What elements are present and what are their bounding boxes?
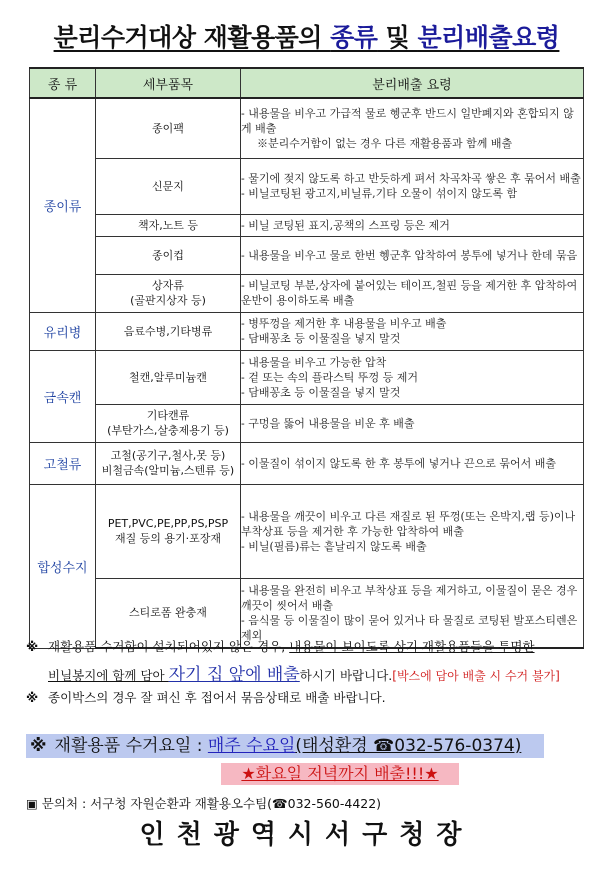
method-line: - 담배꽁초 등 이물질을 넣지 말것: [241, 385, 401, 399]
note1-c: 비닐봉지에 함께 담아: [48, 668, 169, 683]
method-cell: [241, 98, 584, 158]
method-line: - 내용물을 깨끗이 비우고 다른 재질로 된 뚜껑(또는 은박지,랩 등)이나 부착상표 등을 제거한 후 가능한 압착하여 배출: [241, 509, 576, 538]
method-line: - 물기에 젖지 않도록 하고 반듯하게 펴서 차곡차곡 쌓은 후 묶어서 배출: [241, 172, 581, 185]
note1-b: 내용물이 보이도록 상기 재활용품들을 투명한: [289, 639, 535, 654]
method-line: - 담배꽁초 등 이물질을 넣지 말것: [241, 332, 401, 345]
title-part2: 종류: [330, 23, 378, 52]
table-header-row: [30, 68, 584, 98]
header-category: 종 류: [30, 68, 96, 98]
method-cell: [241, 404, 584, 442]
table-row: [30, 274, 584, 312]
contact-line: [26, 794, 381, 812]
item-cell: 상자류 (골판지상자 등): [96, 274, 241, 312]
method-cell: [241, 236, 584, 274]
item-cell: PET,PVC,PE,PP,PS,PSP 재질 등의 용기·포장재: [96, 484, 241, 578]
item-cell: 책자,노트 등: [96, 214, 241, 236]
item-cell: 고철(공기구,철사,못 등) 비철금속(알미늄,스텐류 등): [96, 442, 241, 484]
item-cell: 기타캔류 (부탄가스,살충제용기 등): [96, 404, 241, 442]
page-title: [0, 18, 613, 54]
method-line: - 병뚜껑을 제거한 후 내용물을 비우고 배출: [241, 317, 447, 330]
table-row: [30, 158, 584, 214]
method-line: - 음식물 등 이물질이 많이 묻어 있거나 타 물질로 코팅된 발포스티렌은 제외: [241, 613, 578, 642]
method-line: - 내용물을 비우고 물로 한번 헹군후 압착하여 봉투에 넣거나 한데 묶음: [241, 248, 578, 262]
table-row: [30, 442, 584, 484]
method-line: - 비닐(필름)류는 흩날리지 않도록 배출: [241, 539, 427, 553]
recycling-table: [29, 67, 584, 649]
method-line: - 비닐 코팅된 표지,공책의 스프링 등은 제거: [241, 218, 450, 232]
category-cell: 유리병: [30, 312, 96, 350]
table-row: [30, 236, 584, 274]
method-cell: [241, 484, 584, 578]
collection-company: (태성환경 ☎032-576-0374): [295, 736, 522, 756]
title-part3: 및: [377, 23, 418, 52]
title-part1: 분리수거대상 재활용품의: [53, 23, 331, 52]
table-row: [30, 404, 584, 442]
header-item: 세부품목: [96, 68, 241, 98]
method-cell: [241, 158, 584, 214]
item-cell: 음료수병,기타병류: [96, 312, 241, 350]
collection-day: 매주 수요일: [207, 736, 296, 756]
category-cell: 금속캔: [30, 350, 96, 442]
note-2: [26, 688, 386, 706]
table-row: [30, 350, 584, 404]
collection-day-box: [26, 734, 544, 758]
method-line: - 비닐코팅된 광고지,비닐류,기타 오물이 섞이지 않도록 함: [241, 187, 518, 200]
method-line: - 이물질이 섞이지 않도록 한 후 봉투에 넣거나 끈으로 묶어서 배출: [241, 456, 556, 470]
method-line: - 내용물을 비우고 가능한 압착: [241, 355, 387, 369]
collection-label: 재활용품 수거요일 :: [54, 736, 208, 756]
note-1-line-1: [26, 637, 535, 655]
category-cell: 종이류: [30, 98, 96, 312]
item-cell: 신문지: [96, 158, 241, 214]
method-cell: [241, 442, 584, 484]
header-method: 분리배출 요령: [241, 68, 584, 98]
method-cell: [241, 214, 584, 236]
note1-f: [박스에 담아 배출 시 수거 불가]: [392, 669, 560, 683]
item-cell: 종이팩: [96, 98, 241, 158]
method-line: - 비닐코팅 부분,상자에 붙어있는 테이프,철핀 등을 제거한 후 압착하여 운반이 용이하도록 배출: [241, 279, 578, 307]
contact-text: 문의처 : 서구청 자원순환과 재활용오수팀(☎032-560-4422): [41, 796, 382, 811]
method-line: - 내용물을 완전히 비우고 부착상표 등을 제거하고, 이물질이 묻은 경우 깨끗이 씻어서 배출: [241, 583, 578, 612]
table-row: [30, 484, 584, 578]
category-cell: 합성수지: [30, 484, 96, 648]
note2-text: 종이박스의 경우 잘 펴신 후 접어서 묶음상태로 배출 바랍니다.: [48, 690, 386, 705]
method-line: - 구멍을 뚫어 내용물을 비운 후 배출: [241, 416, 415, 430]
note1-a: 재활용품 수거함이 설치되어있지 않은 경우,: [48, 639, 290, 654]
item-cell: 철캔,알루미늄캔: [96, 350, 241, 404]
note-symbol: ※: [26, 690, 39, 705]
item-cell: 스티로폼 완충재: [96, 578, 241, 648]
contact-symbol: ▣: [26, 796, 38, 811]
method-cell: [241, 312, 584, 350]
tuesday-notice: ★화요일 저녁까지 배출!!!★: [221, 763, 459, 785]
table-row: [30, 98, 584, 158]
category-cell: 고철류: [30, 442, 96, 484]
note1-e: 하시기 바랍니다.: [299, 668, 393, 683]
title-part4: 분리배출요령: [417, 23, 560, 52]
method-line: ※분리수거함이 없는 경우 다른 재활용품과 함께 배출: [257, 136, 513, 150]
issuer-signature: 인천광역시서구청장: [139, 820, 474, 850]
note1-d: 자기 집 앞에 배출: [168, 665, 300, 685]
method-cell: [241, 274, 584, 312]
table-row: [30, 214, 584, 236]
note-symbol: ※: [26, 639, 39, 654]
table-row: [30, 312, 584, 350]
method-cell: [241, 350, 584, 404]
method-line: - 겉 또는 속의 플라스틱 뚜껑 등 제거: [241, 370, 418, 384]
collection-symbol: ※: [30, 736, 47, 756]
note-1-line-2: [48, 660, 560, 685]
method-line: - 내용물을 비우고 가급적 물로 헹군후 반드시 일반폐지와 혼합되지 않게 배출: [241, 106, 574, 135]
item-cell: 종이컵: [96, 236, 241, 274]
